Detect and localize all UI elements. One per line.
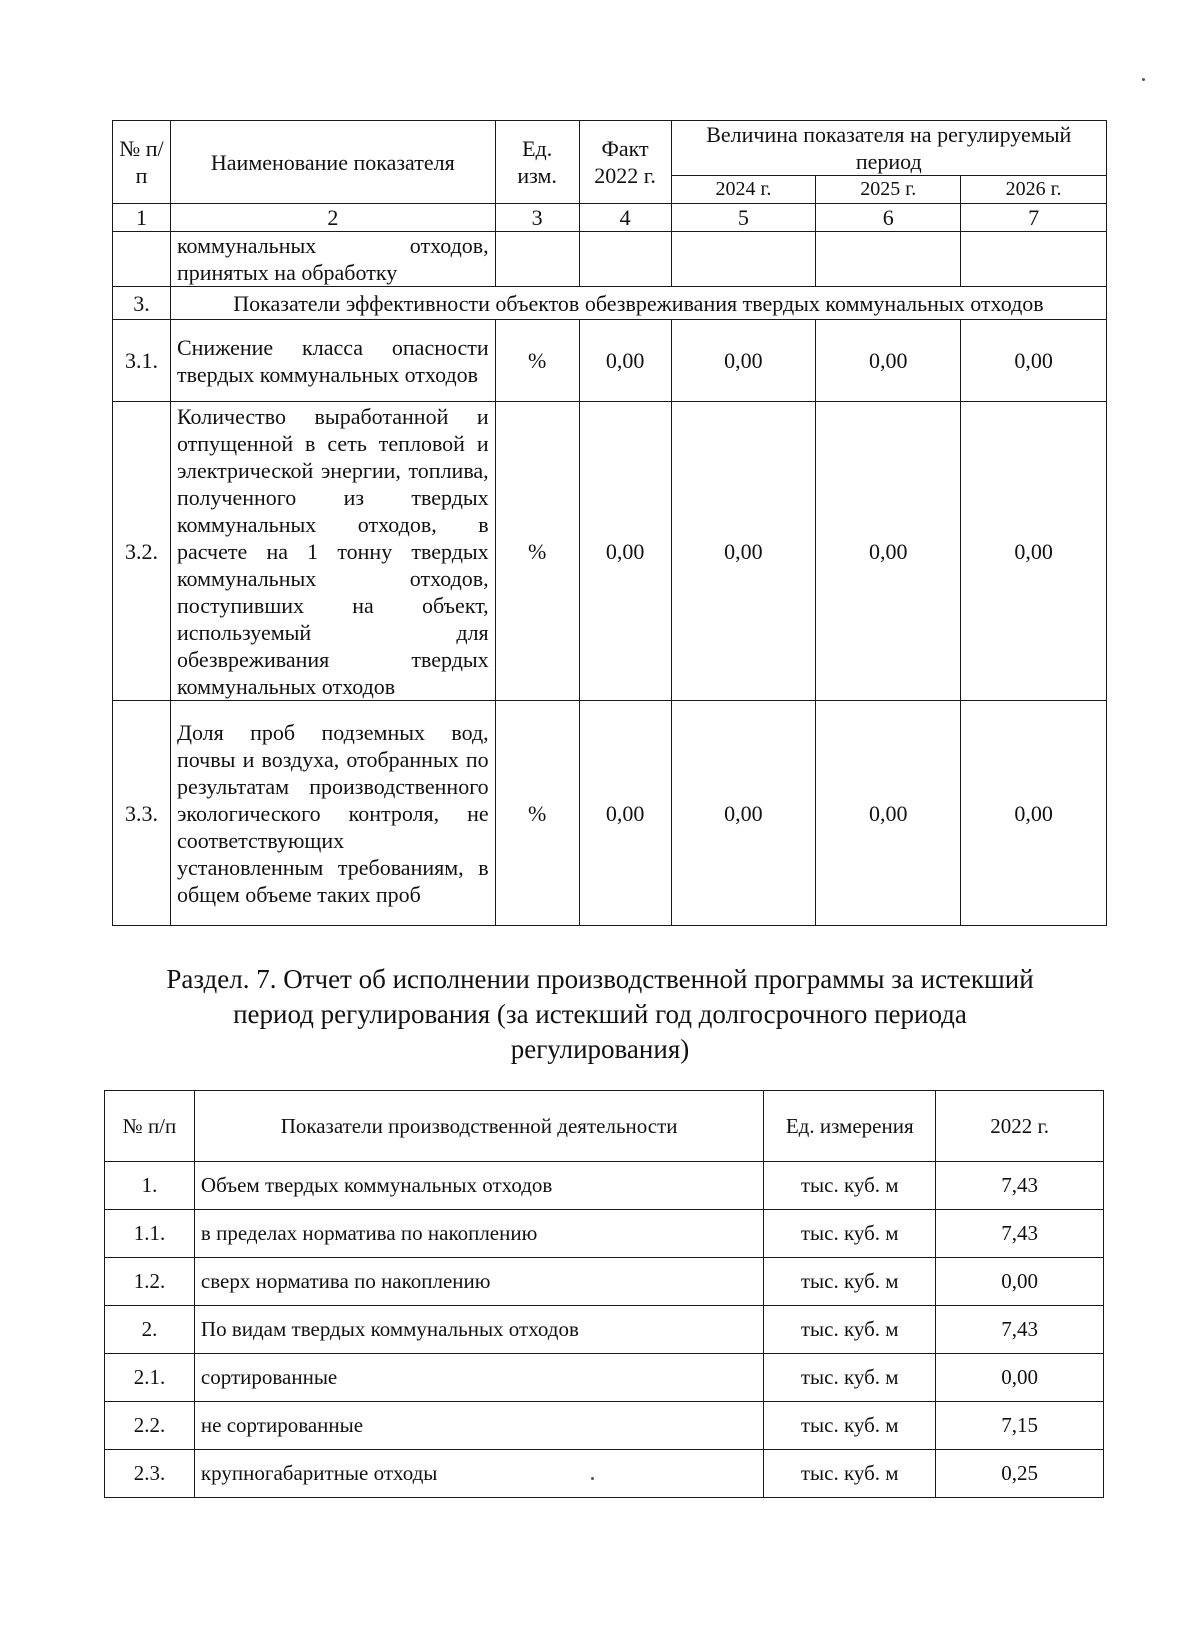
header-name: Наименование показателя [170,121,495,204]
row-value-2026: 0,00 [961,320,1107,402]
section-7-title [100,962,1100,1067]
header-period: Величина показателя на регулируемый период [671,121,1106,176]
row-num: 2.3. [105,1450,195,1498]
section-title-line: регулирования) [510,1034,690,1064]
row-name: Объем твердых коммунальных отходов [194,1162,763,1210]
header-fact: Факт 2022 г. [579,121,671,204]
col-number: 1 [113,204,171,232]
col-number: 4 [579,204,671,232]
table-row [105,1162,1104,1210]
continuation-text: коммунальных отходов, принятых на обработку [170,232,495,287]
row-value-2025: 0,00 [816,701,961,926]
header-name: Показатели производственной деятельности [194,1091,763,1162]
table-row [113,320,1107,402]
row-value: 7,15 [936,1402,1104,1450]
row-name: сверх норматива по накоплению [194,1258,763,1306]
row-value-2024: 0,00 [671,701,816,926]
table-row [113,402,1107,701]
row-value-2025: 0,00 [816,320,961,402]
col-number: 3 [495,204,579,232]
row-unit: тыс. куб. м [764,1258,936,1306]
continuation-row [113,232,1107,287]
row-name: Количество выработанной и отпущенной в сеть тепловой и электрической энергии, топлива, полученного из твердых коммунальных отходов, в расчете на 1 тонну твердых коммунальных отходов, поступивших на объект, используемый для обезвреживания твердых коммунальных отходов [170,402,495,701]
row-unit: тыс. куб. м [764,1210,936,1258]
row-value-2026: 0,00 [961,701,1107,926]
indicators-table [112,120,1107,926]
section-row [113,287,1107,320]
row-value: 0,00 [936,1258,1104,1306]
production-report-table [104,1090,1104,1498]
row-num: 1. [105,1162,195,1210]
row-unit: тыс. куб. м [764,1402,936,1450]
row-unit: % [495,701,579,926]
row-name: в пределах норматива по накоплению [194,1210,763,1258]
row-value: 0,25 [936,1450,1104,1498]
table-row [105,1354,1104,1402]
scan-speck [1142,78,1145,81]
row-fact: 0,00 [579,402,671,701]
row-fact: 0,00 [579,320,671,402]
row-name: Доля проб подземных вод, почвы и воздуха, отобранных по результатам производственного экологического контроля, не соответствующих установленным требованиям, в общем объеме таких проб [170,701,495,926]
row-unit: тыс. куб. м [764,1306,936,1354]
table-row [113,701,1107,926]
col-number: 2 [170,204,495,232]
row-num: 1.1. [105,1210,195,1258]
header-num: № п/п [113,121,171,204]
section-title-line: Раздел. 7. Отчет об исполнении производственной программы за истекший [166,964,1034,994]
col-number: 5 [671,204,816,232]
section-title: Показатели эффективности объектов обезвреживания твердых коммунальных отходов [170,287,1106,320]
row-unit: тыс. куб. м [764,1354,936,1402]
row-value-2026: 0,00 [961,402,1107,701]
row-unit: тыс. куб. м [764,1450,936,1498]
row-name: не сортированные [194,1402,763,1450]
table-row [105,1402,1104,1450]
section-title-line: период регулирования (за истекший год долгосрочного периода [233,999,967,1029]
row-name: крупногабаритные отходы [194,1450,763,1498]
header-unit: Ед. изм. [495,121,579,204]
section-num: 3. [113,287,171,320]
row-num: 3.1. [113,320,171,402]
row-value-2025: 0,00 [816,402,961,701]
row-unit: тыс. куб. м [764,1162,936,1210]
header-year-2024: 2024 г. [671,176,816,204]
table-header-row [105,1091,1104,1162]
scan-speck [591,1477,594,1480]
row-value-2024: 0,00 [671,320,816,402]
row-value: 0,00 [936,1354,1104,1402]
row-num: 2.1. [105,1354,195,1402]
row-unit: % [495,402,579,701]
row-fact: 0,00 [579,701,671,926]
row-value: 7,43 [936,1210,1104,1258]
table-header-row [113,121,1107,176]
row-name: сортированные [194,1354,763,1402]
row-name: По видам твердых коммунальных отходов [194,1306,763,1354]
row-value-2024: 0,00 [671,402,816,701]
row-num: 2.2. [105,1402,195,1450]
row-num: 3.3. [113,701,171,926]
row-value: 7,43 [936,1162,1104,1210]
table-row [105,1306,1104,1354]
col-number: 7 [961,204,1107,232]
column-numbers-row [113,204,1107,232]
header-year: 2022 г. [936,1091,1104,1162]
table-row [105,1210,1104,1258]
table-row [105,1258,1104,1306]
row-num: 3.2. [113,402,171,701]
row-num: 2. [105,1306,195,1354]
row-name: Снижение класса опасности твердых коммунальных отходов [170,320,495,402]
header-unit: Ед. измерения [764,1091,936,1162]
header-year-2025: 2025 г. [816,176,961,204]
row-value: 7,43 [936,1306,1104,1354]
col-number: 6 [816,204,961,232]
header-num: № п/п [105,1091,195,1162]
header-year-2026: 2026 г. [961,176,1107,204]
row-unit: % [495,320,579,402]
table-row [105,1450,1104,1498]
row-num: 1.2. [105,1258,195,1306]
